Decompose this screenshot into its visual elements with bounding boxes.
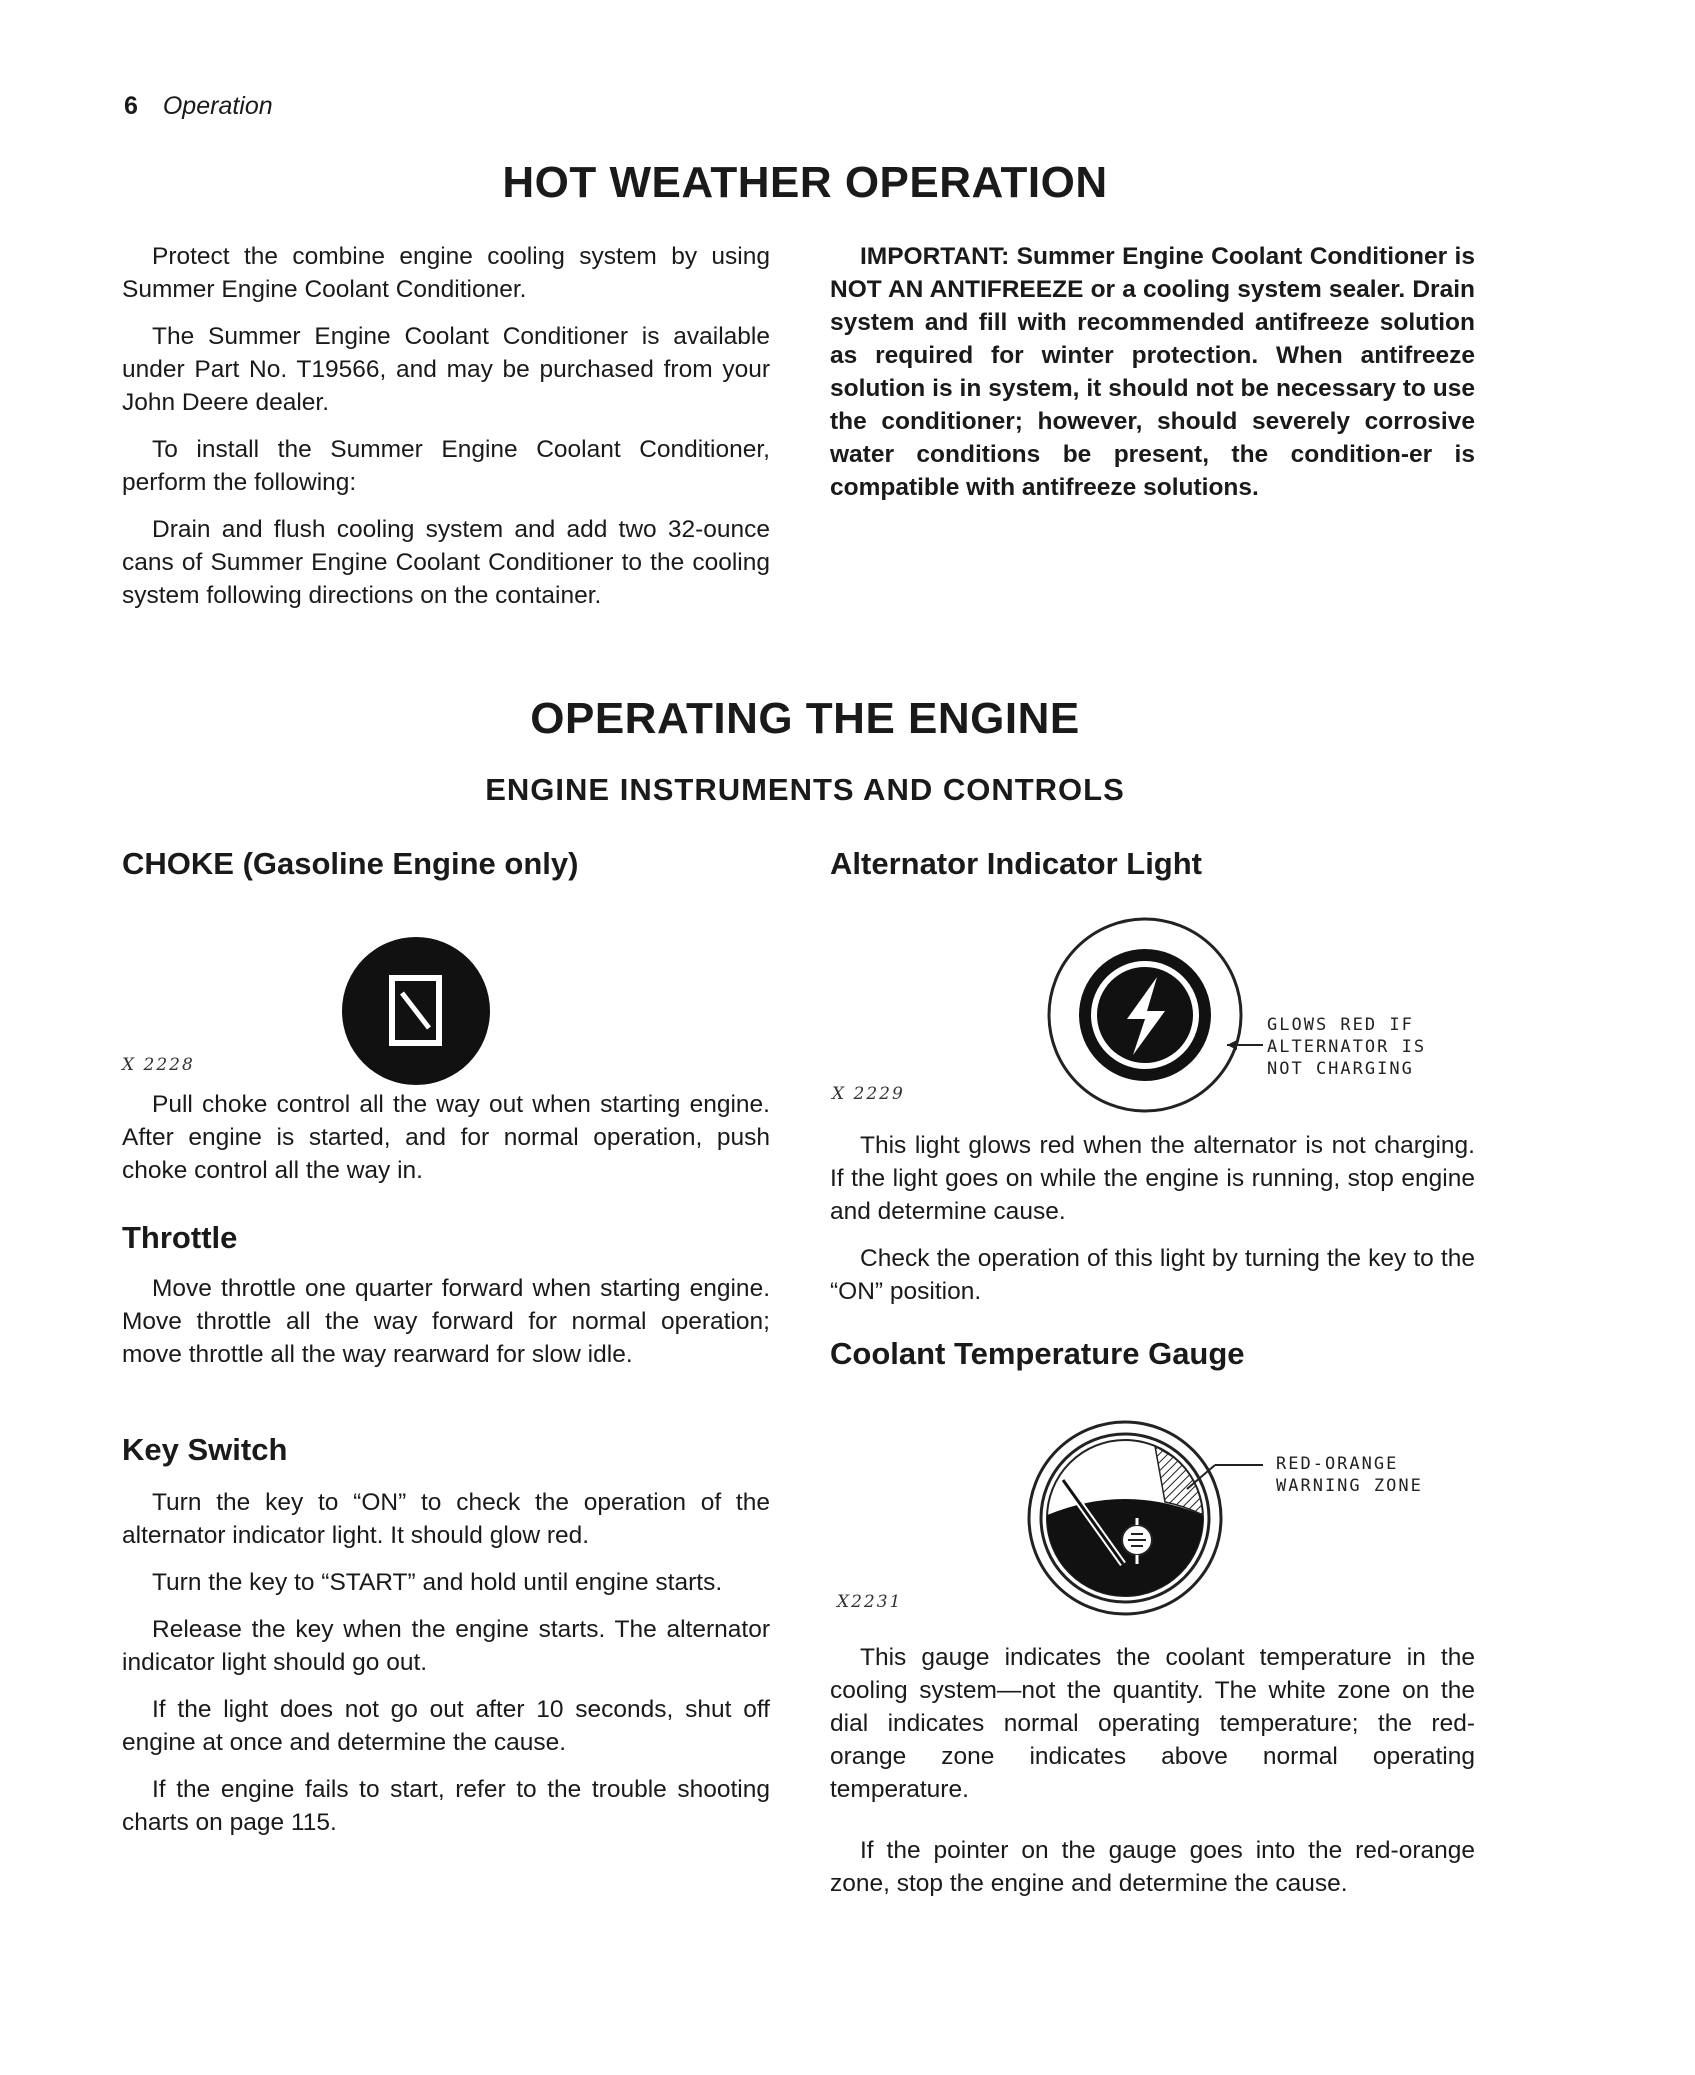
coolant-callout-line [1185,1463,1265,1493]
choke-icon [340,935,492,1087]
choke-text [122,1088,770,1201]
hot-weather-left-column [122,240,770,626]
choke-figure-caption: X 2228 [122,1055,195,1075]
alternator-callout: GLOWS RED IF ALTERNATOR IS NOT CHARGING [1267,1015,1427,1079]
alternator-figure-caption: X 2229 [832,1084,905,1104]
page-number: 6 [124,92,138,120]
throttle-paragraph: Move throttle one quarter forward when starting engine. Move throttle all the way forward for normal operation; move throttle all the way rearward for slow idle. [122,1275,770,1368]
key-switch-paragraph: Release the key when the engine starts. The alternator indicator light should go out. [122,1616,770,1676]
choke-heading: CHOKE (Gasoline Engine only) [122,846,579,881]
hot-weather-paragraph: To install the Summer Engine Coolant Conditioner, perform the following: [122,436,770,496]
throttle-text [122,1272,770,1385]
hot-weather-paragraph: Drain and flush cooling system and add two 32-ounce cans of Summer Engine Coolant Conditioner to the cooling system following directions on the container. [122,516,770,609]
coolant-text [830,1641,1475,1914]
key-switch-paragraph: Turn the key to “START” and hold until engine starts. [152,1569,723,1596]
alternator-paragraph: Check the operation of this light by turning the key to the “ON” position. [830,1245,1475,1305]
operating-engine-title: OPERATING THE ENGINE [530,694,1080,743]
important-text: IMPORTANT: Summer Engine Coolant Conditioner is NOT AN ANTIFREEZE or a cooling system sealer. Drain system and fill with recommended antifreeze solution as required for winter protection. When antifreeze solution is in system, it should not be necessary to use the conditioner; however, should severely corrosive water conditions be present, the condition-er is compatible with antifreeze solutions. [830,243,1475,501]
coolant-paragraph: If the pointer on the gauge goes into the red-orange zone, stop the engine and determine the cause. [830,1837,1475,1897]
choke-paragraph: Pull choke control all the way out when starting engine. After engine is started, and for normal operation, push choke control all the way in. [122,1091,770,1184]
alternator-paragraph: This light glows red when the alternator is not charging. If the light goes on while the engine is running, stop engine and determine cause. [830,1132,1475,1225]
key-switch-text [122,1486,770,1853]
alternator-callout-arrow [1225,1035,1265,1055]
section-label: Operation [162,92,273,120]
hot-weather-paragraph: Protect the combine engine cooling system by using Summer Engine Coolant Conditioner. [122,243,770,303]
important-notice [830,240,1475,518]
coolant-callout: RED-ORANGE WARNING ZONE [1276,1454,1423,1496]
coolant-heading: Coolant Temperature Gauge [830,1336,1245,1371]
coolant-gauge-icon [1025,1418,1225,1618]
hot-weather-paragraph: The Summer Engine Coolant Conditioner is available under Part No. T19566, and may be purchased from your John Deere dealer. [122,323,770,416]
instruments-subtitle: ENGINE INSTRUMENTS AND CONTROLS [485,772,1125,807]
hot-weather-title: HOT WEATHER OPERATION [502,158,1108,207]
throttle-heading: Throttle [122,1220,238,1255]
alternator-text [830,1129,1475,1322]
coolant-paragraph: This gauge indicates the coolant temperature in the cooling system—not the quantity. The white zone on the dial indicates normal operating temperature; the red-orange zone indicates above normal operating temperature. [830,1644,1475,1803]
alternator-heading: Alternator Indicator Light [830,846,1202,881]
key-switch-heading: Key Switch [122,1432,288,1467]
page-header [124,92,273,121]
key-switch-paragraph: If the light does not go out after 10 seconds, shut off engine at once and determine the cause. [122,1696,770,1756]
key-switch-paragraph: Turn the key to “ON” to check the operation of the alternator indicator light. It should glow red. [122,1489,770,1549]
alternator-light-icon [1045,915,1245,1115]
coolant-figure-caption: X2231 [837,1592,903,1612]
key-switch-paragraph: If the engine fails to start, refer to the trouble shooting charts on page 115. [122,1776,770,1836]
